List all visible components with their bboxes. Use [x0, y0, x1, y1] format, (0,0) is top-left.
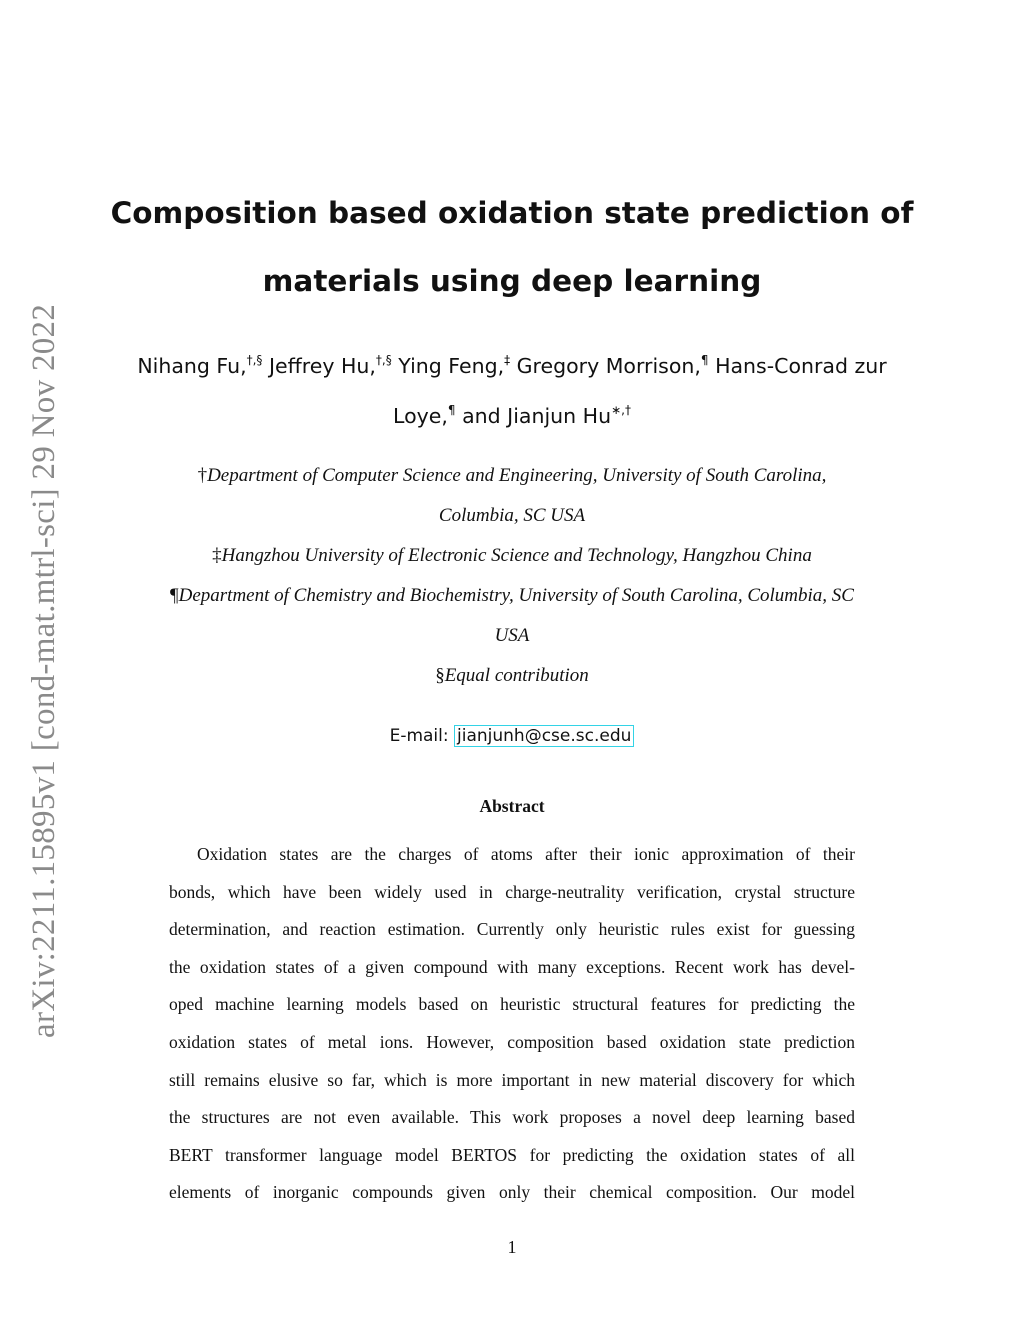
affiliation-equal-contribution	[90, 665, 934, 687]
affiliation-chemistry-line-2: USA	[494, 625, 530, 646]
author-name: Ying Feng,	[398, 354, 505, 378]
affiliation-mark: †	[197, 465, 208, 486]
abstract-line: oped machine learning models based on heuristic structural features for predicting the	[169, 994, 855, 1015]
affiliation-computer-science	[90, 465, 934, 487]
author-name: Hans-Conrad zur	[715, 354, 887, 378]
abstract-body	[169, 836, 855, 1212]
affiliation-text: Hangzhou University of Electronic Science and Technology, Hangzhou China	[221, 545, 812, 566]
affiliation-text: Department of Chemistry and Biochemistry, University of South Carolina, Columbia, SC	[178, 585, 854, 606]
abstract-line: oxidation states of metal ions. However, composition based oxidation state prediction	[169, 1031, 855, 1052]
abstract-heading: Abstract	[479, 796, 545, 816]
author-name: Nihang Fu,	[137, 354, 247, 378]
email-row	[100, 726, 924, 746]
author-name: and Jianjun Hu	[462, 404, 612, 428]
email-label: E-mail:	[389, 726, 449, 746]
affiliation-text: Equal contribution	[444, 665, 589, 686]
affiliation-mark: ‡	[212, 545, 222, 566]
author-affiliation-mark: †,§	[246, 353, 263, 367]
affiliation-hangzhou	[90, 545, 934, 567]
author-name: Loye,	[393, 404, 448, 428]
paper-title-line-1: Composition based oxidation state prediction of	[110, 196, 914, 230]
email-link[interactable]: jianjunh@cse.sc.edu	[454, 725, 634, 747]
abstract-line: elements of inorganic compounds given only their chemical composition. Our model	[169, 1182, 855, 1203]
author-name: Gregory Morrison,	[516, 354, 701, 378]
paper-title-line-2: materials using deep learning	[262, 264, 762, 298]
author-affiliation-mark: †,§	[375, 353, 392, 367]
author-affiliation-mark: ¶	[447, 403, 456, 417]
author-affiliation-mark: ¶	[700, 353, 709, 367]
abstract-line: Oxidation states are the charges of atoms after their ionic approximation of their	[197, 844, 855, 864]
affiliation-chemistry	[90, 585, 934, 607]
author-affiliation-mark: ‡	[504, 353, 511, 367]
page-number: 1	[507, 1237, 517, 1257]
abstract-line: determination, and reaction estimation. Currently only heuristic rules exist for guessing	[169, 919, 855, 940]
author-list-line-2	[100, 404, 924, 428]
affiliation-computer-science-line-2: Columbia, SC USA	[438, 505, 586, 526]
affiliation-mark: §	[435, 665, 445, 686]
affiliation-mark: ¶	[170, 585, 179, 606]
abstract-line: bonds, which have been widely used in charge-neutrality verification, crystal structure	[169, 881, 855, 902]
abstract-line: BERT transformer language model BERTOS for predicting the oxidation states of all	[169, 1144, 855, 1165]
author-affiliation-mark: ∗,†	[611, 403, 631, 417]
abstract-line: the oxidation states of a given compound with many exceptions. Recent work has devel-	[169, 956, 855, 977]
abstract-line: still remains elusive so far, which is more important in new material discovery for which	[169, 1069, 855, 1090]
author-name: Jeffrey Hu,	[268, 354, 376, 378]
abstract-line: the structures are not even available. This work proposes a novel deep learning based	[169, 1107, 855, 1128]
arxiv-identifier: arXiv:2211.15895v1 [cond-mat.mtrl-sci] 29 Nov 2022	[26, 303, 62, 1038]
author-list-line-1	[100, 354, 924, 378]
affiliation-text: Department of Computer Science and Engineering, University of South Carolina,	[207, 465, 827, 486]
